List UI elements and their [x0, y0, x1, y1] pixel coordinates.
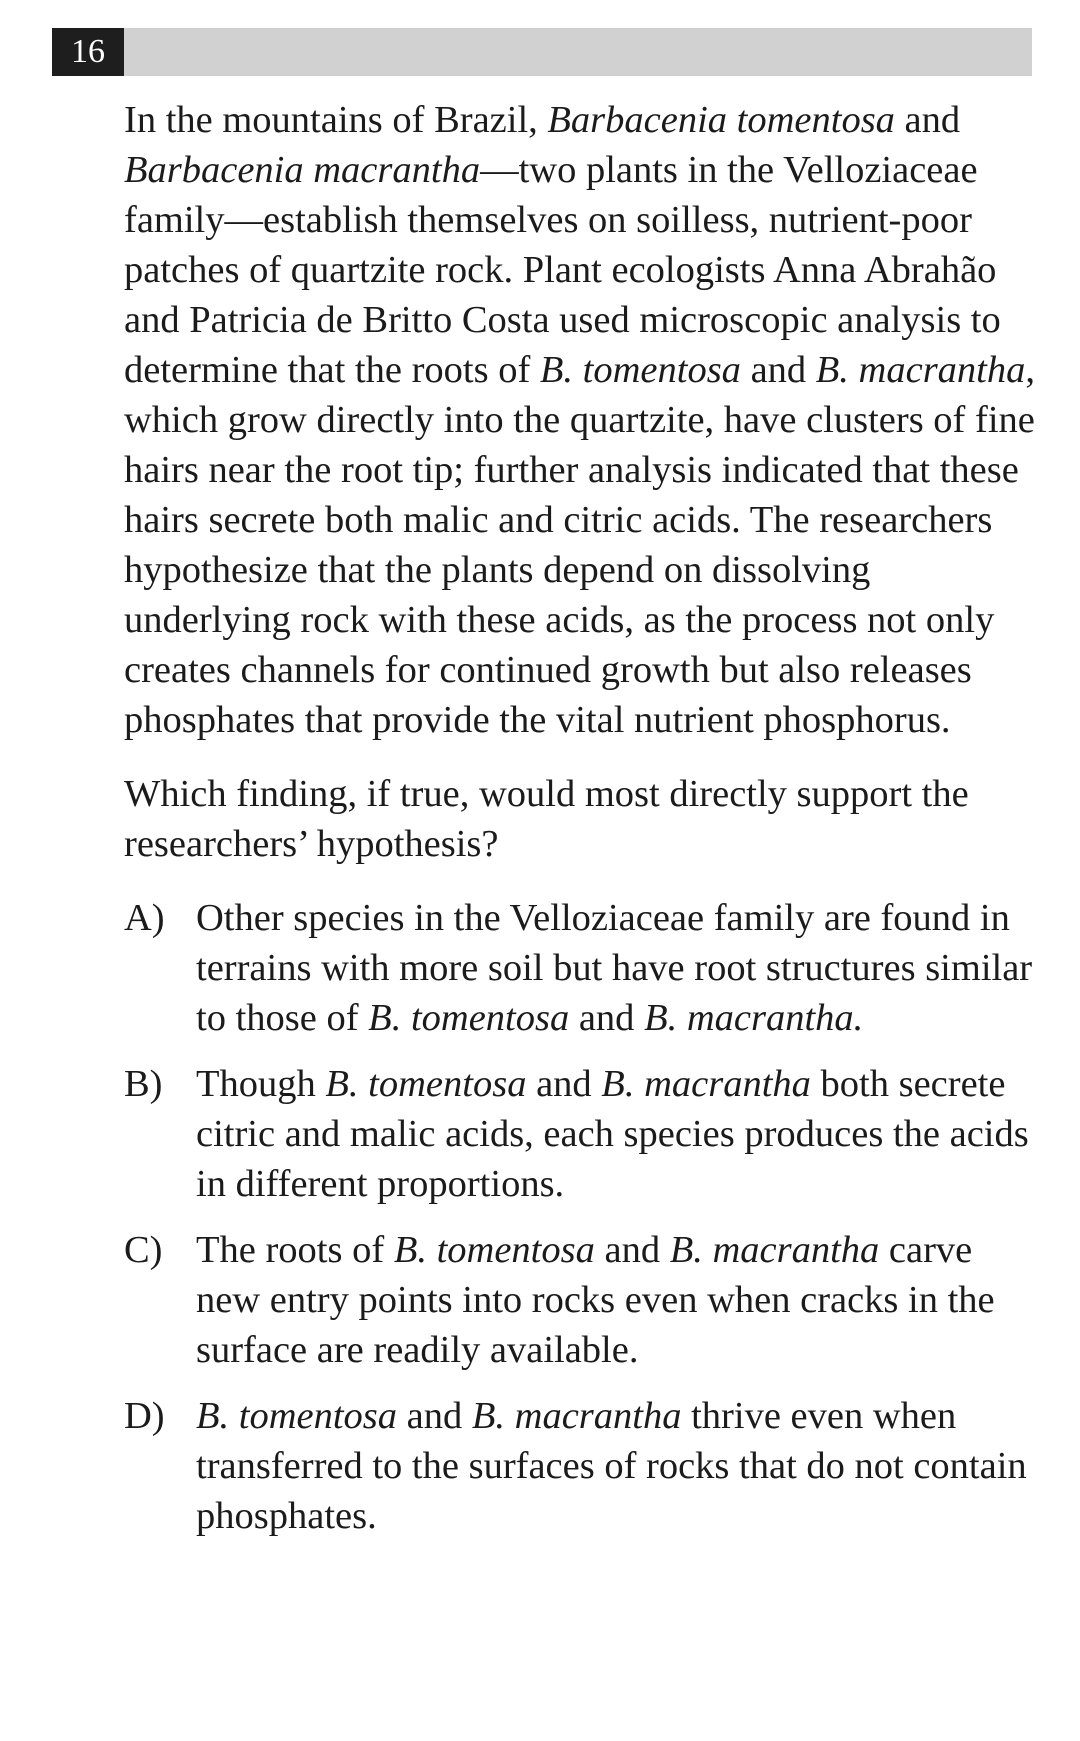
choice-text — [196, 1059, 1044, 1209]
text-segment: and — [397, 1395, 472, 1437]
choice-text — [196, 1225, 1044, 1375]
italic-text-segment: B. tomentosa — [539, 349, 741, 391]
italic-text-segment: B. macrantha — [815, 349, 1026, 391]
text-segment: , which grow directly into the quartzite, have clusters of fine hairs near the root tip; further analysis indicated that these hairs secrete both malic and citric acids. The researchers hypothesize that the plants depend on dissolving underlying rock with these acids, as the process not only creates channels for continued growth but also releases phosphates that provide the vital nutrient phosphorus. — [124, 349, 1035, 741]
text-segment: and — [894, 99, 961, 141]
question-prompt: Which finding, if true, would most directly support the researchers’ hypothesis? — [124, 773, 969, 865]
passage-text — [124, 95, 1044, 745]
italic-text-segment: Barbacenia macrantha — [124, 149, 481, 191]
choice-letter: A) — [124, 897, 165, 939]
answer-choices — [124, 893, 1044, 1541]
text-segment: and — [569, 997, 645, 1039]
text-segment: and — [740, 349, 816, 391]
question-header-bar — [52, 28, 1032, 76]
italic-text-segment: B. tomentosa — [196, 1395, 398, 1437]
question-content — [124, 95, 1044, 1557]
question-number: 16 — [52, 28, 124, 76]
text-segment: In the mountains of Brazil, — [124, 99, 548, 141]
italic-text-segment: B. tomentosa — [368, 997, 570, 1039]
text-segment: Other species in the Velloziaceae family are found in terrains with more soil but have root structures similar to those of — [196, 897, 1033, 1039]
text-segment: thrive even when transferred to the surfaces of rocks that do not contain phosphates. — [196, 1395, 1027, 1537]
choice-letter: B) — [124, 1063, 163, 1105]
italic-text-segment: Barbacenia tomentosa — [547, 99, 895, 141]
italic-text-segment: B. macrantha — [601, 1063, 811, 1105]
choice-letter: C) — [124, 1229, 163, 1271]
answer-choice-c[interactable] — [124, 1225, 1044, 1375]
text-segment: The roots of — [196, 1229, 394, 1271]
answer-choice-d[interactable] — [124, 1391, 1044, 1541]
italic-text-segment: B. macrantha — [471, 1395, 682, 1437]
text-segment: Though — [196, 1063, 326, 1105]
text-segment: and — [594, 1229, 670, 1271]
italic-text-segment: B. macrantha — [669, 1229, 880, 1271]
italic-text-segment: B. tomentosa — [325, 1063, 527, 1105]
text-segment: and — [526, 1063, 602, 1105]
choice-text — [196, 1391, 1044, 1541]
text-segment: both secrete citric and malic acids, each species produces the acids in different proportions. — [196, 1063, 1029, 1205]
answer-choice-b[interactable] — [124, 1059, 1044, 1209]
answer-choice-a[interactable] — [124, 893, 1044, 1043]
choice-letter: D) — [124, 1395, 165, 1437]
italic-text-segment: B. macrantha. — [644, 997, 864, 1039]
italic-text-segment: B. tomentosa — [393, 1229, 595, 1271]
text-segment: carve new entry points into rocks even when cracks in the surface are readily available. — [196, 1229, 995, 1371]
text-segment: —two plants in the Velloziaceae family—establish themselves on soilless, nutrient-poor patches of quartzite rock. Plant ecologists Anna Abrahão and Patricia de Britto Costa used microscopic analysis to determine that the roots of — [124, 149, 1001, 391]
choice-text — [196, 893, 1044, 1043]
